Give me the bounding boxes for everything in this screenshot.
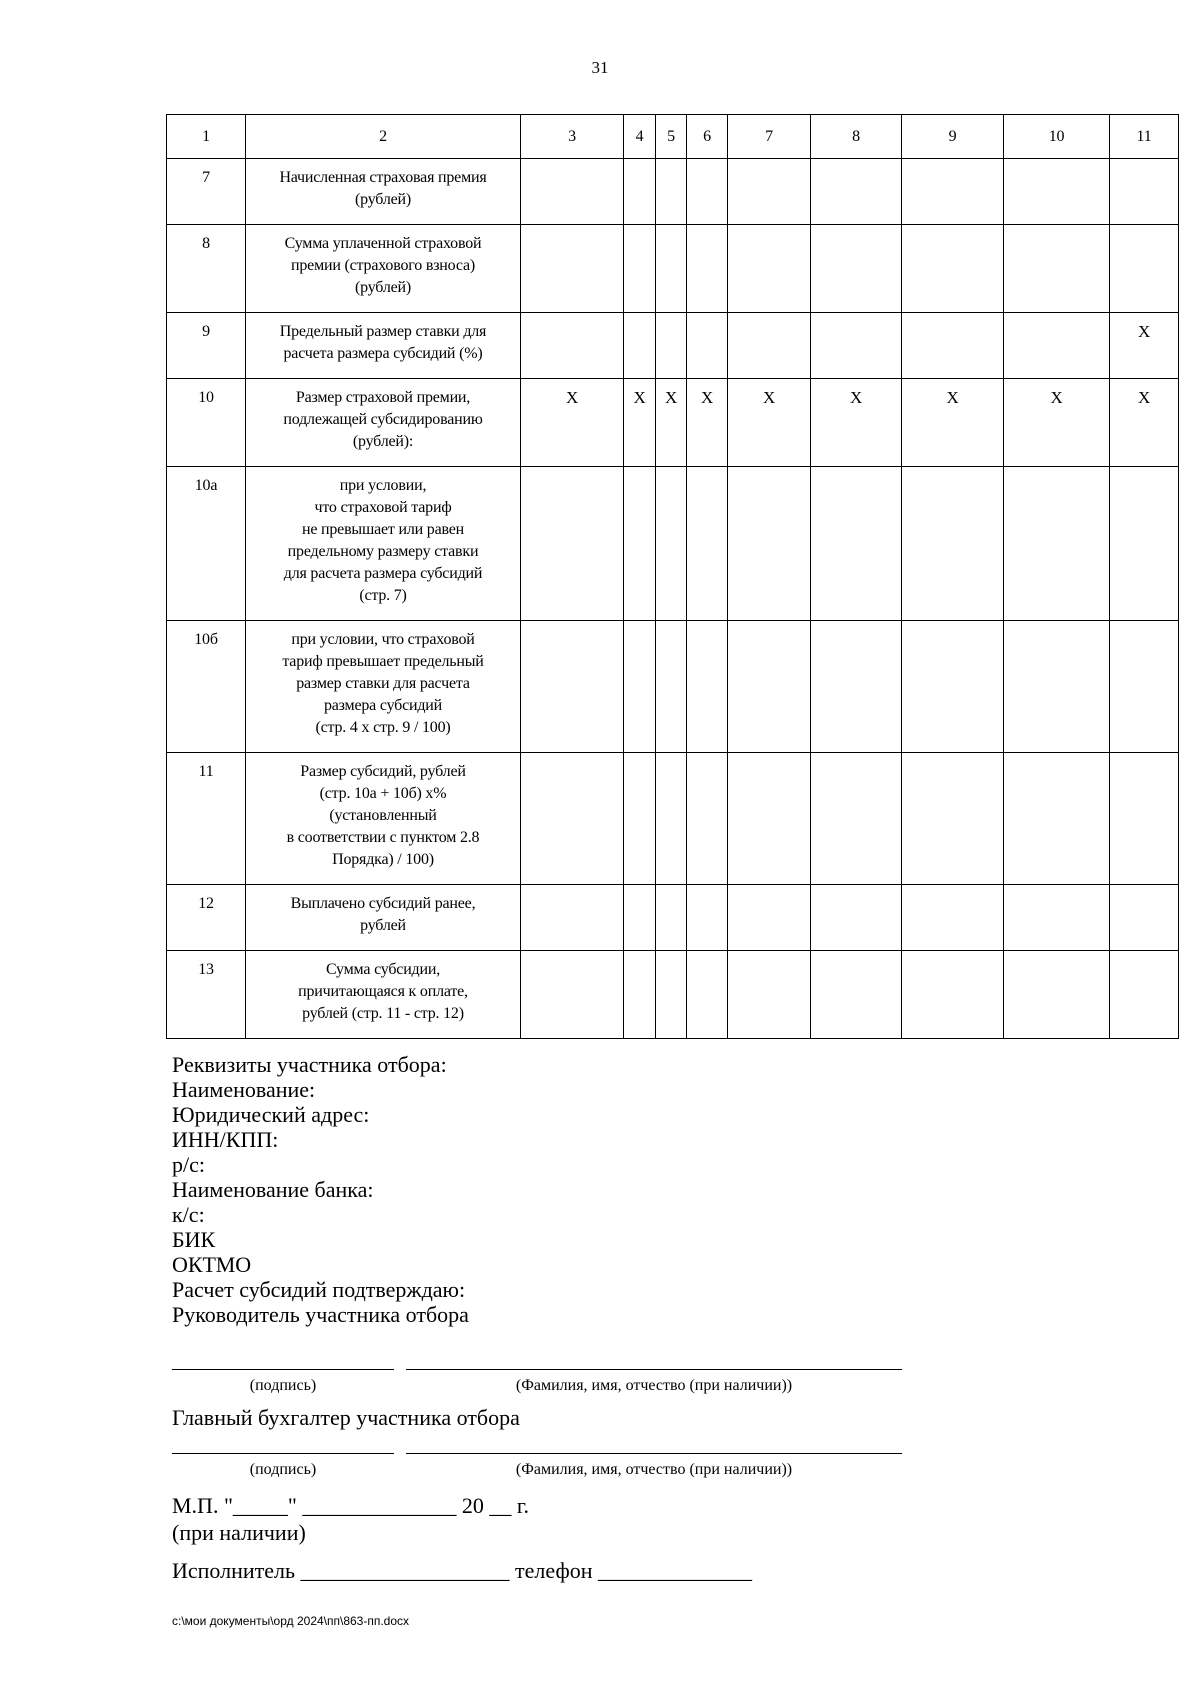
empty-cell — [811, 621, 902, 753]
empty-cell — [1004, 951, 1110, 1039]
row-label-line: что страховой тариф — [314, 499, 452, 516]
director-name-line — [406, 1369, 902, 1370]
row-label-cell — [246, 467, 521, 621]
table-row — [167, 379, 1179, 467]
empty-cell — [811, 753, 902, 885]
requisite-line: к/с: — [172, 1202, 205, 1227]
stamp-note: (при наличии) — [172, 1520, 306, 1545]
row-label-line: в соответствии с пунктом 2.8 — [286, 829, 480, 846]
empty-cell — [1004, 753, 1110, 885]
empty-cell — [902, 467, 1004, 621]
empty-cell — [656, 467, 687, 621]
x-marked-cell: X — [1110, 313, 1179, 379]
empty-cell — [811, 951, 902, 1039]
table-row — [167, 159, 1179, 225]
empty-cell — [811, 885, 902, 951]
row-label-cell — [246, 313, 521, 379]
row-label-cell — [246, 159, 521, 225]
empty-cell — [656, 159, 687, 225]
row-number-cell: 11 — [167, 753, 246, 885]
empty-cell — [687, 467, 728, 621]
requisite-line: Юридический адрес: — [172, 1102, 370, 1127]
empty-cell — [656, 951, 687, 1039]
empty-cell — [902, 885, 1004, 951]
empty-cell — [521, 621, 624, 753]
empty-cell — [902, 159, 1004, 225]
row-label-line: размер ставки для расчета — [296, 675, 470, 692]
accountant-name-caption: (Фамилия, имя, отчество (при наличии)) — [515, 1461, 793, 1478]
x-marked-cell: X — [728, 379, 811, 467]
empty-cell — [656, 225, 687, 313]
row-label-line: подлежащей субсидированию — [283, 411, 483, 428]
empty-cell — [902, 951, 1004, 1039]
empty-cell — [687, 621, 728, 753]
subsidy-calculation-table — [166, 114, 1179, 1039]
requisite-line: Наименование: — [172, 1077, 316, 1102]
empty-cell — [687, 159, 728, 225]
requisite-line: ИНН/КПП: — [172, 1127, 279, 1152]
row-number-cell: 7 — [167, 159, 246, 225]
empty-cell — [521, 159, 624, 225]
accountant-signature-line — [172, 1453, 394, 1454]
empty-cell — [728, 951, 811, 1039]
empty-cell — [687, 753, 728, 885]
empty-cell — [521, 753, 624, 885]
empty-cell — [902, 753, 1004, 885]
requisite-line: Наименование банка: — [172, 1177, 374, 1202]
header-cell: 8 — [811, 115, 902, 159]
empty-cell — [1110, 159, 1179, 225]
accountant-name-line — [406, 1453, 902, 1454]
empty-cell — [728, 159, 811, 225]
empty-cell — [728, 467, 811, 621]
x-marked-cell: X — [656, 379, 687, 467]
empty-cell — [902, 621, 1004, 753]
row-label-line: (рублей) — [354, 191, 412, 208]
x-marked-cell: X — [624, 379, 656, 467]
empty-cell — [811, 225, 902, 313]
empty-cell — [521, 951, 624, 1039]
row-label-line: размера субсидий — [323, 697, 443, 714]
row-label-line: Размер субсидий, рублей — [300, 763, 466, 780]
empty-cell — [624, 753, 656, 885]
header-cell: 5 — [656, 115, 687, 159]
row-number-cell: 9 — [167, 313, 246, 379]
row-label-line: Начисленная страховая премия — [279, 169, 487, 186]
requisite-line: Расчет субсидий подтверждаю: — [172, 1277, 466, 1302]
empty-cell — [1110, 467, 1179, 621]
empty-cell — [624, 225, 656, 313]
row-label-line: премии (страхового взноса) — [291, 257, 475, 274]
empty-cell — [1110, 885, 1179, 951]
row-label-cell — [246, 621, 521, 753]
row-label-cell — [246, 753, 521, 885]
empty-cell — [1004, 621, 1110, 753]
row-label-cell — [246, 379, 521, 467]
header-cell: 3 — [521, 115, 624, 159]
row-label-line: для расчета размера субсидий — [283, 565, 483, 582]
empty-cell — [1004, 467, 1110, 621]
requisite-line: БИК — [172, 1227, 216, 1252]
stamp-date-line: М.П. "_____" ______________ 20 __ г. — [172, 1493, 529, 1518]
row-label-line: расчета размера субсидий (%) — [283, 345, 483, 362]
requisite-line: Руководитель участника отбора — [172, 1302, 469, 1327]
row-label-line: Порядка) / 100) — [332, 851, 434, 868]
row-label-line: (стр. 7) — [359, 587, 407, 604]
header-cell: 9 — [902, 115, 1004, 159]
accountant-signature-caption: (подпись) — [249, 1461, 317, 1478]
empty-cell — [1110, 225, 1179, 313]
empty-cell — [811, 467, 902, 621]
empty-cell — [902, 225, 1004, 313]
director-signature-line — [172, 1369, 394, 1370]
empty-cell — [811, 159, 902, 225]
table-header-row — [167, 115, 1179, 159]
x-marked-cell: X — [902, 379, 1004, 467]
empty-cell — [656, 621, 687, 753]
table-row — [167, 225, 1179, 313]
row-number-cell: 12 — [167, 885, 246, 951]
row-label-line: при условии, — [339, 477, 427, 494]
empty-cell — [624, 951, 656, 1039]
empty-cell — [624, 313, 656, 379]
executor-line: Исполнитель ___________________ телефон ______________ — [172, 1558, 752, 1583]
row-number-cell: 10 — [167, 379, 246, 467]
empty-cell — [624, 467, 656, 621]
chief-accountant-label: Главный бухгалтер участника отбора — [172, 1405, 520, 1430]
empty-cell — [1004, 225, 1110, 313]
row-label-line: не превышает или равен — [301, 521, 465, 538]
row-label-line: Предельный размер ставки для — [279, 323, 487, 340]
row-label-cell — [246, 951, 521, 1039]
empty-cell — [687, 951, 728, 1039]
empty-cell — [728, 225, 811, 313]
empty-cell — [728, 621, 811, 753]
row-label-line: причитающаяся к оплате, — [298, 983, 468, 1000]
empty-cell — [624, 159, 656, 225]
requisite-line: Реквизиты участника отбора: — [172, 1052, 447, 1077]
table-row — [167, 885, 1179, 951]
empty-cell — [728, 885, 811, 951]
empty-cell — [1004, 885, 1110, 951]
x-marked-cell: X — [1004, 379, 1110, 467]
row-label-line: Сумма субсидии, — [325, 961, 441, 978]
participant-requisites — [172, 1052, 469, 1327]
empty-cell — [624, 621, 656, 753]
header-cell: 1 — [167, 115, 246, 159]
header-cell: 2 — [246, 115, 521, 159]
empty-cell — [521, 467, 624, 621]
empty-cell — [656, 313, 687, 379]
row-label-line: (рублей): — [352, 433, 414, 450]
x-marked-cell: X — [687, 379, 728, 467]
row-label-cell — [246, 225, 521, 313]
row-label-line: (стр. 10а + 10б) x% — [319, 785, 447, 802]
header-cell: 4 — [624, 115, 656, 159]
empty-cell — [1004, 313, 1110, 379]
row-number-cell: 10а — [167, 467, 246, 621]
header-cell: 7 — [728, 115, 811, 159]
row-label-line: (установленный — [329, 807, 437, 824]
row-number-cell: 8 — [167, 225, 246, 313]
header-cell: 6 — [687, 115, 728, 159]
table-row — [167, 951, 1179, 1039]
requisite-line: р/с: — [172, 1152, 205, 1177]
table-row — [167, 621, 1179, 753]
page-number: 31 — [591, 58, 609, 77]
header-cell: 10 — [1004, 115, 1110, 159]
empty-cell — [902, 313, 1004, 379]
empty-cell — [1110, 621, 1179, 753]
empty-cell — [624, 885, 656, 951]
row-label-line: Выплачено субсидий ранее, — [290, 895, 476, 912]
table-row — [167, 753, 1179, 885]
empty-cell — [656, 753, 687, 885]
x-marked-cell: X — [811, 379, 902, 467]
row-number-cell: 10б — [167, 621, 246, 753]
row-label-line: Размер страховой премии, — [295, 389, 471, 406]
x-marked-cell: X — [521, 379, 624, 467]
table-row — [167, 467, 1179, 621]
row-label-line: тариф превышает предельный — [282, 653, 484, 670]
empty-cell — [1110, 951, 1179, 1039]
empty-cell — [728, 753, 811, 885]
row-label-line: предельному размеру ставки — [287, 543, 479, 560]
x-marked-cell: X — [1110, 379, 1179, 467]
row-label-line: рублей (стр. 11 - стр. 12) — [302, 1005, 464, 1022]
row-label-line: (стр. 4 x стр. 9 / 100) — [315, 719, 451, 736]
row-label-line: (рублей) — [354, 279, 412, 296]
empty-cell — [687, 885, 728, 951]
header-cell: 11 — [1110, 115, 1179, 159]
row-label-line: рублей — [360, 917, 406, 934]
table-row — [167, 313, 1179, 379]
file-path-footer: c:\мои документы\орд 2024\пп\863-пп.docx — [172, 1614, 410, 1628]
requisite-line: ОКТМО — [172, 1252, 252, 1277]
row-label-line: при условии, что страховой — [291, 631, 475, 648]
row-number-cell: 13 — [167, 951, 246, 1039]
empty-cell — [811, 313, 902, 379]
empty-cell — [521, 225, 624, 313]
empty-cell — [728, 313, 811, 379]
row-label-cell — [246, 885, 521, 951]
empty-cell — [1110, 753, 1179, 885]
empty-cell — [687, 225, 728, 313]
row-label-line: Сумма уплаченной страховой — [284, 235, 482, 252]
empty-cell — [521, 885, 624, 951]
empty-cell — [521, 313, 624, 379]
empty-cell — [1004, 159, 1110, 225]
empty-cell — [687, 313, 728, 379]
empty-cell — [656, 885, 687, 951]
director-name-caption: (Фамилия, имя, отчество (при наличии)) — [515, 1377, 793, 1394]
director-signature-caption: (подпись) — [249, 1377, 317, 1394]
